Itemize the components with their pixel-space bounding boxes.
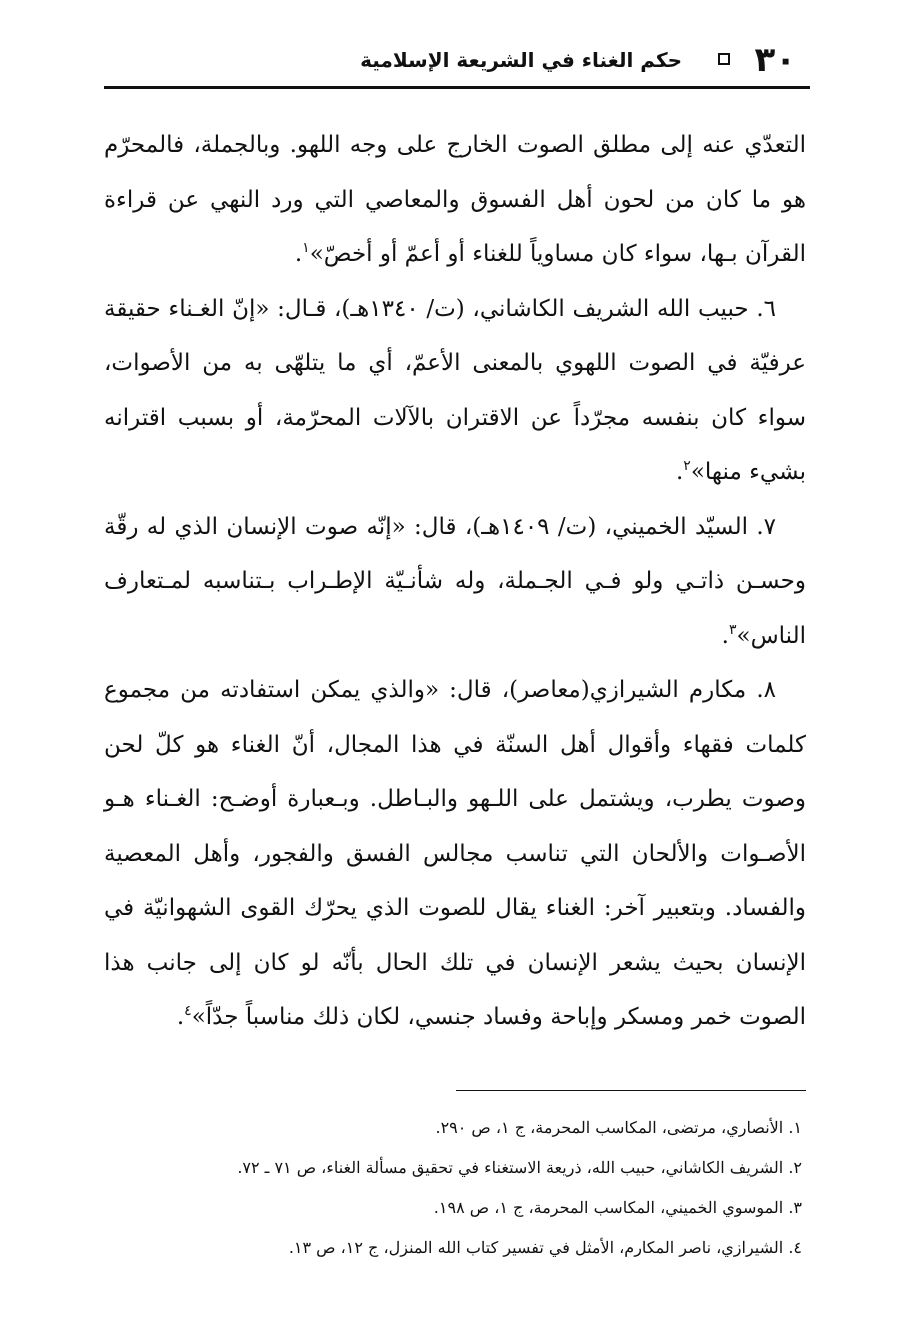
running-title: حكم الغناء في الشريعة الإسلامية bbox=[360, 48, 682, 72]
body-text bbox=[104, 118, 806, 1045]
paragraph bbox=[104, 500, 806, 664]
footnotes bbox=[104, 1108, 802, 1268]
page-header bbox=[104, 36, 810, 89]
paragraph-text: ٧. السيّد الخميني، (ت/ ١٤٠٩هـ)، قال: «إنّه صوت الإنسان الذي له رقّة وحسـن ذاتـي ولو فـي الجـملة، وله شأنـيّة الإطـراب بـتناسبه لمـتعارف الناس» bbox=[104, 513, 806, 649]
footnote: ٢. الشريف الكاشاني، حبيب الله، ذريعة الاستغناء في تحقيق مسألة الغناء، ص ٧١ ـ ٧٢. bbox=[237, 1158, 802, 1177]
footnote: ١. الأنصاري، مرتضى، المكاسب المحرمة، ج ١، ص ٢٩٠. bbox=[435, 1118, 802, 1137]
paragraph bbox=[104, 663, 806, 1045]
footnote-marker: ٣ bbox=[728, 621, 737, 638]
footnote: ٣. الموسوي الخميني، المكاسب المحرمة، ج ١، ص ١٩٨. bbox=[433, 1198, 802, 1217]
paragraph bbox=[104, 282, 806, 500]
paragraph-text: ٨. مكارم الشيرازي(معاصر)، قال: «والذي يمكن استفادته من مجموع كلمات فقهاء وأقوال أهل السنّة في هذا المجال، أنّ الغناء هو كلّ لحن وصوت يطرب، ويشتمل على اللـهو والبـاطل. وبـعبارة أوضـح: الغـناء هـو الأصـوات والألحان التي تناسب مجالس الفسق والفجور، وأهل المعصية والفساد. وبتعبير آخر: الغناء يقال للصوت الذي يحرّك القوى الشهوانيّة في الإنسان بحيث يشعر الإنسان في تلك الحال بأنّه لو كان إلى جانب هذا الصوت خمر ومسكر وإباحة وفساد جنسي، لكان ذلك مناسباً جدّاً» bbox=[104, 677, 806, 1030]
footnote-marker: ٤ bbox=[184, 1003, 192, 1019]
page-number: ٣٠ bbox=[754, 40, 796, 80]
paragraph-end: . bbox=[675, 459, 684, 485]
paragraph bbox=[104, 118, 806, 282]
square-ornament-icon bbox=[718, 53, 730, 65]
paragraph-end: . bbox=[721, 622, 729, 649]
footnote-separator bbox=[456, 1090, 806, 1091]
paragraph-end: . bbox=[294, 241, 303, 267]
footnote: ٤. الشيرازي، ناصر المكارم، الأمثل في تفسير كتاب الله المنزل، ج ١٢، ص ١٣. bbox=[288, 1238, 802, 1257]
footnote-marker: ٢ bbox=[683, 458, 691, 474]
paragraph-text: ٦. حبيب الله الشريف الكاشاني، (ت/ ١٣٤٠هـ)، قـال: «إنّ الغـناء حقيقة عرفيّة في الصوت اللهوي بالمعنى الأعمّ، أي ما يتلهّى به من الأصوات، سواء كان بنفسه مجرّداً عن الاقتران بالآلات المحرّمة، أو بسبب اقترانه بشيء منها» bbox=[104, 295, 806, 485]
paragraph-end: . bbox=[176, 1004, 185, 1030]
paragraph-text: التعدّي عنه إلى مطلق الصوت الخارج على وجه اللهو. وبالجملة، فالمحرّم هو ما كان من لحون أهل الفسوق والمعاصي التي ورد النهي عن قراءة القرآن بـها، سواء كان مساوياً للغناء أو أعمّ أو أخصّ» bbox=[104, 132, 806, 267]
footnote-marker: ١ bbox=[302, 240, 310, 256]
